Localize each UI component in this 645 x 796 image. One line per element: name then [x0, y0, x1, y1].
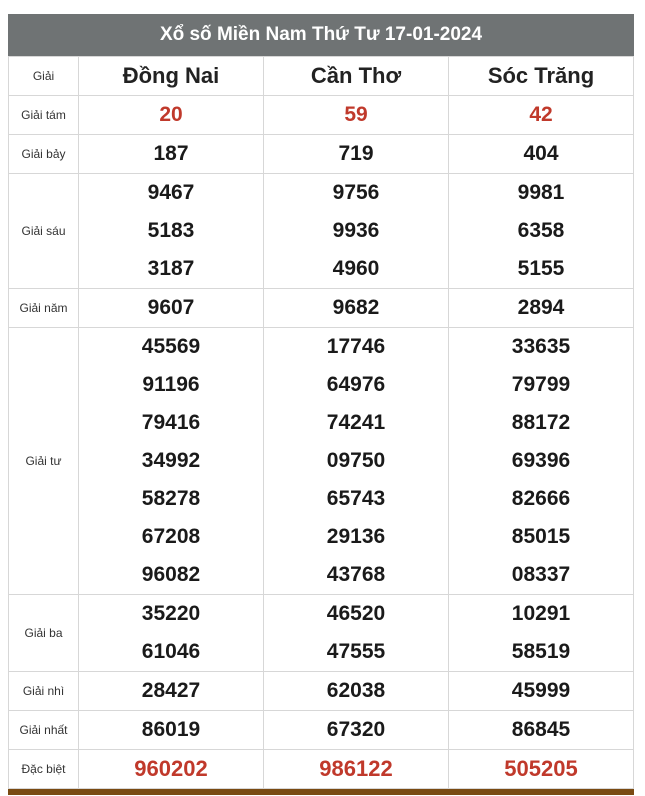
prize-cell	[79, 750, 264, 789]
prize-number: 29136	[326, 525, 386, 548]
prize-number: 79416	[141, 411, 201, 434]
prize-row-g3	[9, 595, 634, 672]
prize-number: 79799	[511, 373, 571, 396]
prize-number: 69396	[511, 449, 571, 472]
prize-number: 42	[529, 103, 553, 126]
prize-cell	[264, 672, 449, 711]
prize-number: 20	[159, 103, 183, 126]
prize-cell	[449, 595, 634, 672]
prize-column-header: Giải	[9, 57, 79, 96]
prize-label: Giải tư	[9, 328, 79, 595]
prize-cell	[449, 672, 634, 711]
prize-label: Giải ba	[9, 595, 79, 672]
prize-row-g2	[9, 672, 634, 711]
prize-label: Giải năm	[9, 289, 79, 328]
prize-cell	[264, 135, 449, 174]
prize-cell	[449, 174, 634, 289]
prize-number: 86845	[511, 718, 571, 741]
prize-cell	[449, 96, 634, 135]
prize-cell	[264, 328, 449, 595]
prize-number: 08337	[511, 563, 571, 586]
prize-number: 9607	[147, 296, 195, 319]
prize-number: 9467	[147, 181, 195, 204]
prize-row-g4	[9, 328, 634, 595]
prize-number: 404	[523, 142, 559, 165]
prize-number: 91196	[142, 373, 200, 396]
prize-cell	[79, 711, 264, 750]
prize-number: 85015	[511, 525, 571, 548]
prize-number: 58278	[141, 487, 201, 510]
prize-number: 96082	[141, 563, 201, 586]
results-title: Xổ số Miền Nam Thứ Tư 17-01-2024	[8, 14, 634, 56]
prize-number: 4960	[332, 257, 380, 280]
prize-number: 5155	[517, 257, 565, 280]
prize-label: Giải nhất	[9, 711, 79, 750]
header-row	[9, 57, 634, 96]
prize-number: 505205	[504, 756, 578, 781]
prize-number: 9936	[332, 219, 380, 242]
prize-cell	[264, 174, 449, 289]
prize-cell	[79, 96, 264, 135]
results-container	[8, 14, 634, 795]
prize-number: 59	[344, 103, 368, 126]
province-header-can-tho[interactable]: Cần Thơ	[264, 57, 449, 96]
prize-number: 28427	[141, 679, 201, 702]
prize-number: 3187	[147, 257, 195, 280]
prize-cell	[449, 711, 634, 750]
prize-row-g5	[9, 289, 634, 328]
prize-number: 47555	[326, 640, 386, 663]
prize-cell	[79, 595, 264, 672]
prize-number: 09750	[326, 449, 386, 472]
prize-label: Giải sáu	[9, 174, 79, 289]
prize-cell	[449, 135, 634, 174]
prize-number: 719	[338, 142, 374, 165]
prize-number: 43768	[326, 563, 386, 586]
prize-number: 5183	[147, 219, 195, 242]
prize-number: 187	[153, 142, 189, 165]
prize-number: 82666	[511, 487, 571, 510]
prize-number: 45569	[141, 335, 201, 358]
prize-label: Đặc biệt	[9, 750, 79, 789]
prize-cell	[264, 595, 449, 672]
prize-number: 58519	[511, 640, 571, 663]
province-header-soc-trang[interactable]: Sóc Trăng	[449, 57, 634, 96]
prize-number: 960202	[134, 756, 208, 781]
prize-number: 2894	[517, 296, 565, 319]
prize-number: 65743	[326, 487, 386, 510]
prize-number: 986122	[319, 756, 393, 781]
prize-number: 46520	[326, 602, 386, 625]
prize-number: 67320	[326, 718, 386, 741]
prize-cell	[449, 328, 634, 595]
prize-cell	[264, 750, 449, 789]
prize-cell	[79, 135, 264, 174]
prize-number: 9981	[517, 181, 565, 204]
prize-row-g8	[9, 96, 634, 135]
prize-cell	[79, 328, 264, 595]
prize-number: 74241	[326, 411, 386, 434]
prize-number: 62038	[326, 679, 386, 702]
prize-number: 33635	[511, 335, 571, 358]
prize-number: 45999	[511, 679, 571, 702]
prize-cell	[264, 711, 449, 750]
prize-row-g7	[9, 135, 634, 174]
prize-label: Giải bảy	[9, 135, 79, 174]
prize-number: 64976	[326, 373, 386, 396]
prize-cell	[449, 289, 634, 328]
prize-number: 35220	[141, 602, 201, 625]
prize-cell	[264, 289, 449, 328]
prize-cell	[264, 96, 449, 135]
province-header-dong-nai[interactable]: Đồng Nai	[79, 57, 264, 96]
prize-number: 10291	[511, 602, 571, 625]
prize-number: 9756	[332, 181, 380, 204]
prize-number: 88172	[511, 411, 571, 434]
prize-row-db	[9, 750, 634, 789]
prize-cell	[449, 750, 634, 789]
prize-label: Giải nhì	[9, 672, 79, 711]
prize-label: Giải tám	[9, 96, 79, 135]
prize-number: 86019	[141, 718, 201, 741]
bottom-divider	[8, 789, 634, 795]
prize-number: 67208	[141, 525, 201, 548]
prize-cell	[79, 289, 264, 328]
prize-number: 6358	[517, 219, 565, 242]
prize-row-g6	[9, 174, 634, 289]
prize-number: 61046	[141, 640, 201, 663]
prize-cell	[79, 672, 264, 711]
prize-row-g1	[9, 711, 634, 750]
prize-number: 34992	[141, 449, 201, 472]
prize-cell	[79, 174, 264, 289]
prize-table-body	[9, 96, 634, 789]
results-table	[8, 56, 634, 789]
prize-number: 17746	[326, 335, 386, 358]
prize-number: 9682	[332, 296, 380, 319]
